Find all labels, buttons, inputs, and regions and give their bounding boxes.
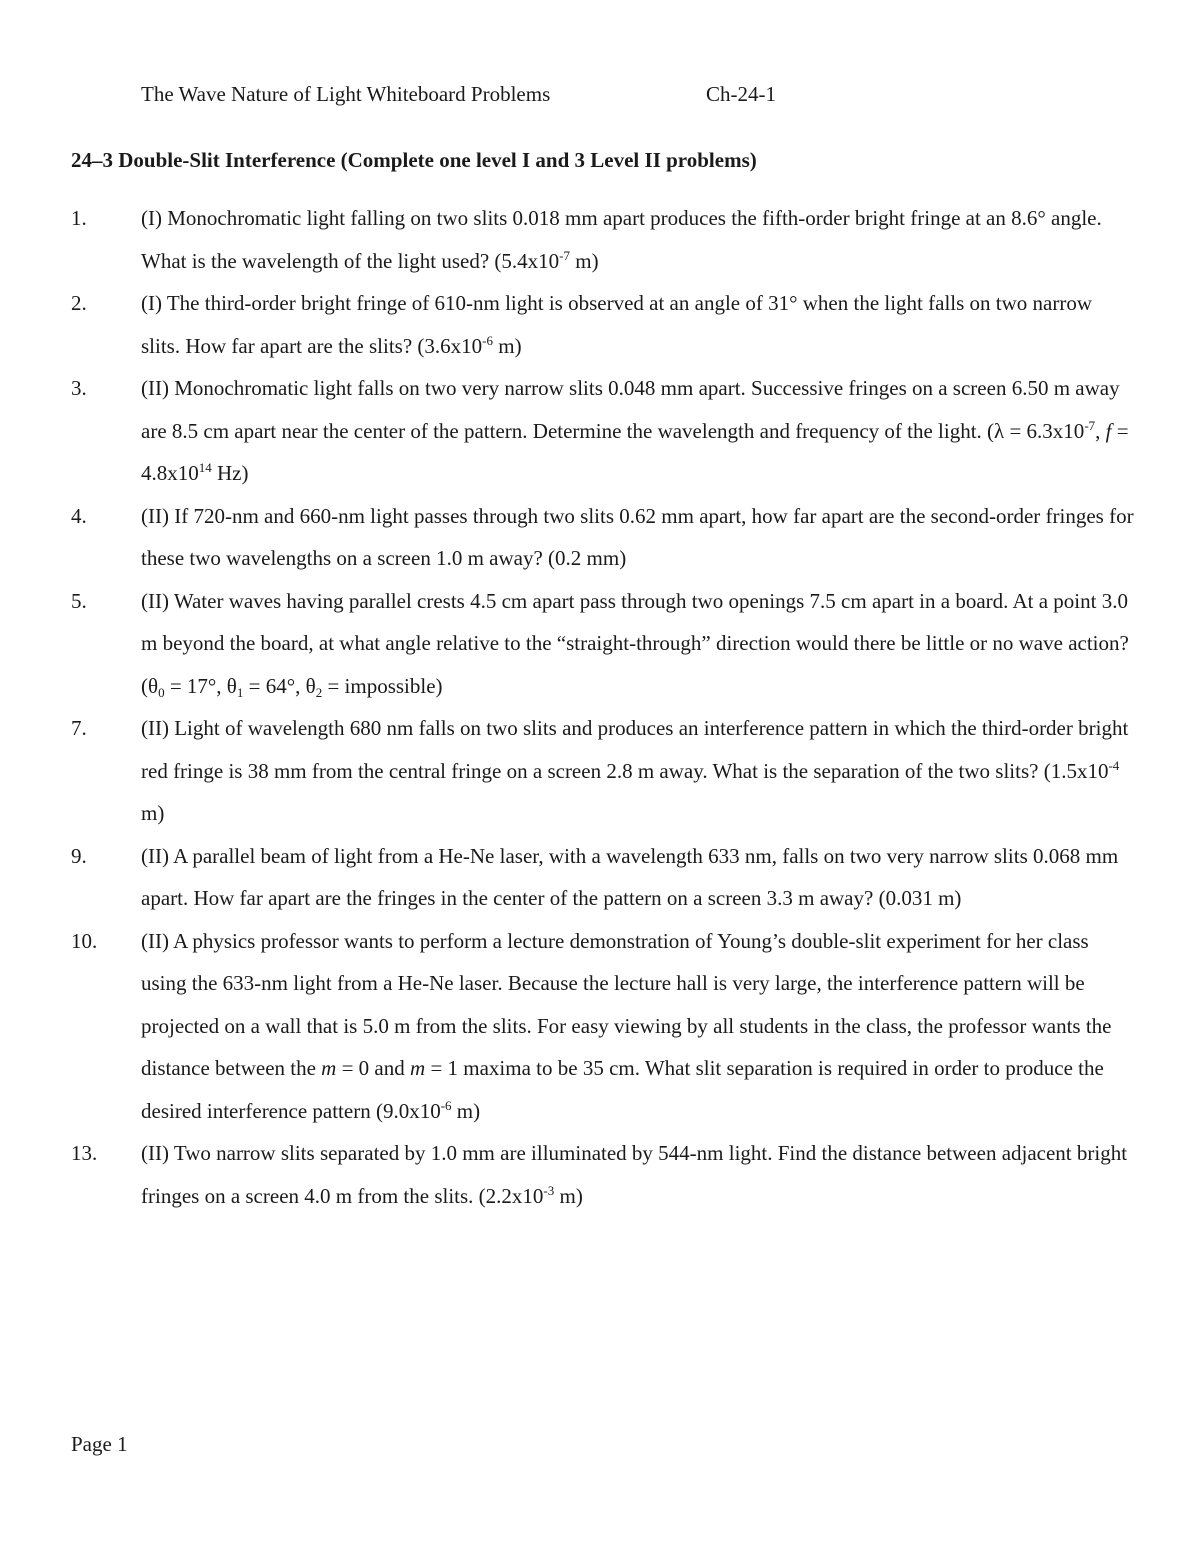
problem-number: 13. — [71, 1141, 98, 1165]
page-header — [141, 82, 1141, 112]
problem-item — [71, 835, 1136, 920]
problem-text-part: (I) The third-order bright fringe of 610-nm light is observed at an angle of 31° when the light falls on two narrow slits. How far apart are the slits? (3.6x10 — [141, 291, 1093, 358]
section-heading: 24–3 Double-Slit Interference (Complete one level I and 3 Level II problems) — [71, 148, 757, 172]
problem-text — [141, 504, 1134, 571]
problem-text-part: (II) A physics professor wants to perform a lecture demonstration of Young’s double-slit experiment for her class using the 633-nm light from a He-Ne laser. Because the lecture hall is very large, the interference pattern will be projected on a wall that is 5.0 m from the slits. For easy viewing by all students in the class, the professor wants the distance between the — [141, 928, 1112, 1080]
problem-text-part: = 4.8x10 — [141, 418, 1129, 485]
problem-text-part: m) — [554, 1183, 583, 1208]
exponent: -7 — [1084, 417, 1096, 433]
problem-item — [71, 1132, 1136, 1217]
problem-text-part: , — [1095, 418, 1106, 443]
problem-text — [141, 844, 1118, 911]
problem-item — [71, 920, 1136, 1133]
problem-text-part: m) — [493, 333, 522, 358]
problem-item — [71, 367, 1136, 495]
problem-text — [141, 206, 1102, 273]
page-number: Page 1 — [71, 1432, 128, 1456]
problem-number: 10. — [71, 928, 98, 953]
problem-text — [141, 376, 1129, 485]
problem-text-part: (II) Monochromatic light falls on two very narrow slits 0.048 mm apart. Successive fringes on a screen 6.50 m away are 8.5 cm apart near the center of the pattern. Determine the wavelength and frequency of the light. (λ = 6.3x10 — [141, 376, 1120, 443]
problem-text-part: m) — [451, 1098, 481, 1123]
problem-text-part: Hz) — [211, 461, 249, 485]
problem-text-part: = impossible) — [322, 673, 443, 698]
exponent: -3 — [543, 1182, 555, 1198]
problem-text-part: = 0 and — [336, 1056, 411, 1080]
problem-text — [141, 291, 1092, 358]
problem-number: 3. — [71, 376, 87, 400]
problem-item — [71, 707, 1136, 835]
subscript: 0 — [158, 684, 165, 700]
problem-text-part: = 64°, θ — [243, 673, 316, 698]
exponent: -7 — [559, 247, 570, 263]
variable-symbol: m — [321, 1056, 337, 1080]
problem-text-part: (II) Two narrow slits separated by 1.0 mm are illuminated by 544-nm light. Find the distance between adjacent bright fringes on a screen 4.0 m from the slits. (2.2x10 — [141, 1141, 1128, 1208]
chapter-label: Ch-24-1 — [706, 82, 776, 106]
problem-item — [71, 580, 1136, 708]
problem-text-part: (I) Monochromatic light falling on two slits 0.018 mm apart produces the fifth-order bright fringe at an 8.6° angle. What is the wavelength of the light used? (5.4x10 — [141, 206, 1102, 273]
problem-text-part: (II) Light of wavelength 680 nm falls on two slits and produces an interference pattern in which the third-order bright red fringe is 38 mm from the central fringe on a screen 2.8 m away. What is the separation of the two slits? (1.5x10 — [141, 716, 1129, 783]
problem-text — [141, 929, 1111, 1123]
problem-text — [141, 716, 1128, 825]
document-title: The Wave Nature of Light Whiteboard Problems — [141, 82, 551, 106]
problem-text-part: (II) A parallel beam of light from a He-Ne laser, with a wavelength 633 nm, falls on two very narrow slits 0.068 mm apart. How far apart are the fringes in the center of the pattern on a screen 3.3 m away? (0.031 m) — [141, 843, 1119, 910]
exponent: 14 — [198, 460, 212, 475]
problem-text-part: = 17°, θ — [164, 673, 237, 698]
problem-text-part: (II) Water waves having parallel crests 4.5 cm apart pass through two openings 7.5 cm apart in a board. At a point 3.0 m beyond the board, at what angle relative to the “straight-through” direction would there be little or no wave action? (θ — [141, 588, 1129, 698]
variable-symbol: f — [1105, 418, 1112, 443]
problem-item — [71, 197, 1136, 282]
problem-text-part: (II) If 720-nm and 660-nm light passes through two slits 0.62 mm apart, how far apart are the second-order fringes for these two wavelengths on a screen 1.0 m away? (0.2 mm) — [141, 503, 1134, 570]
problem-item — [71, 282, 1136, 367]
problem-text-part: m) — [570, 248, 599, 273]
problem-number: 9. — [71, 843, 87, 868]
problem-list — [71, 197, 1136, 1217]
exponent: -6 — [482, 332, 494, 348]
problem-text-part: = 1 maxima to be 35 cm. What slit separation is required in order to produce the desired interference pattern (9.0x10 — [141, 1056, 1104, 1123]
problem-number: 2. — [71, 291, 87, 315]
problem-number: 7. — [71, 716, 87, 740]
variable-symbol: m — [410, 1056, 426, 1080]
subscript: 1 — [236, 684, 244, 700]
subscript: 2 — [315, 684, 323, 700]
exponent: -4 — [1108, 757, 1120, 773]
problem-item — [71, 495, 1136, 580]
problem-number: 1. — [71, 206, 87, 230]
problem-text — [141, 589, 1129, 698]
problem-text-part: m) — [141, 801, 165, 825]
page-footer — [71, 1432, 128, 1457]
exponent: -6 — [440, 1097, 452, 1113]
problem-text — [141, 1141, 1127, 1208]
problem-number: 5. — [71, 588, 87, 613]
problem-number: 4. — [71, 503, 87, 528]
